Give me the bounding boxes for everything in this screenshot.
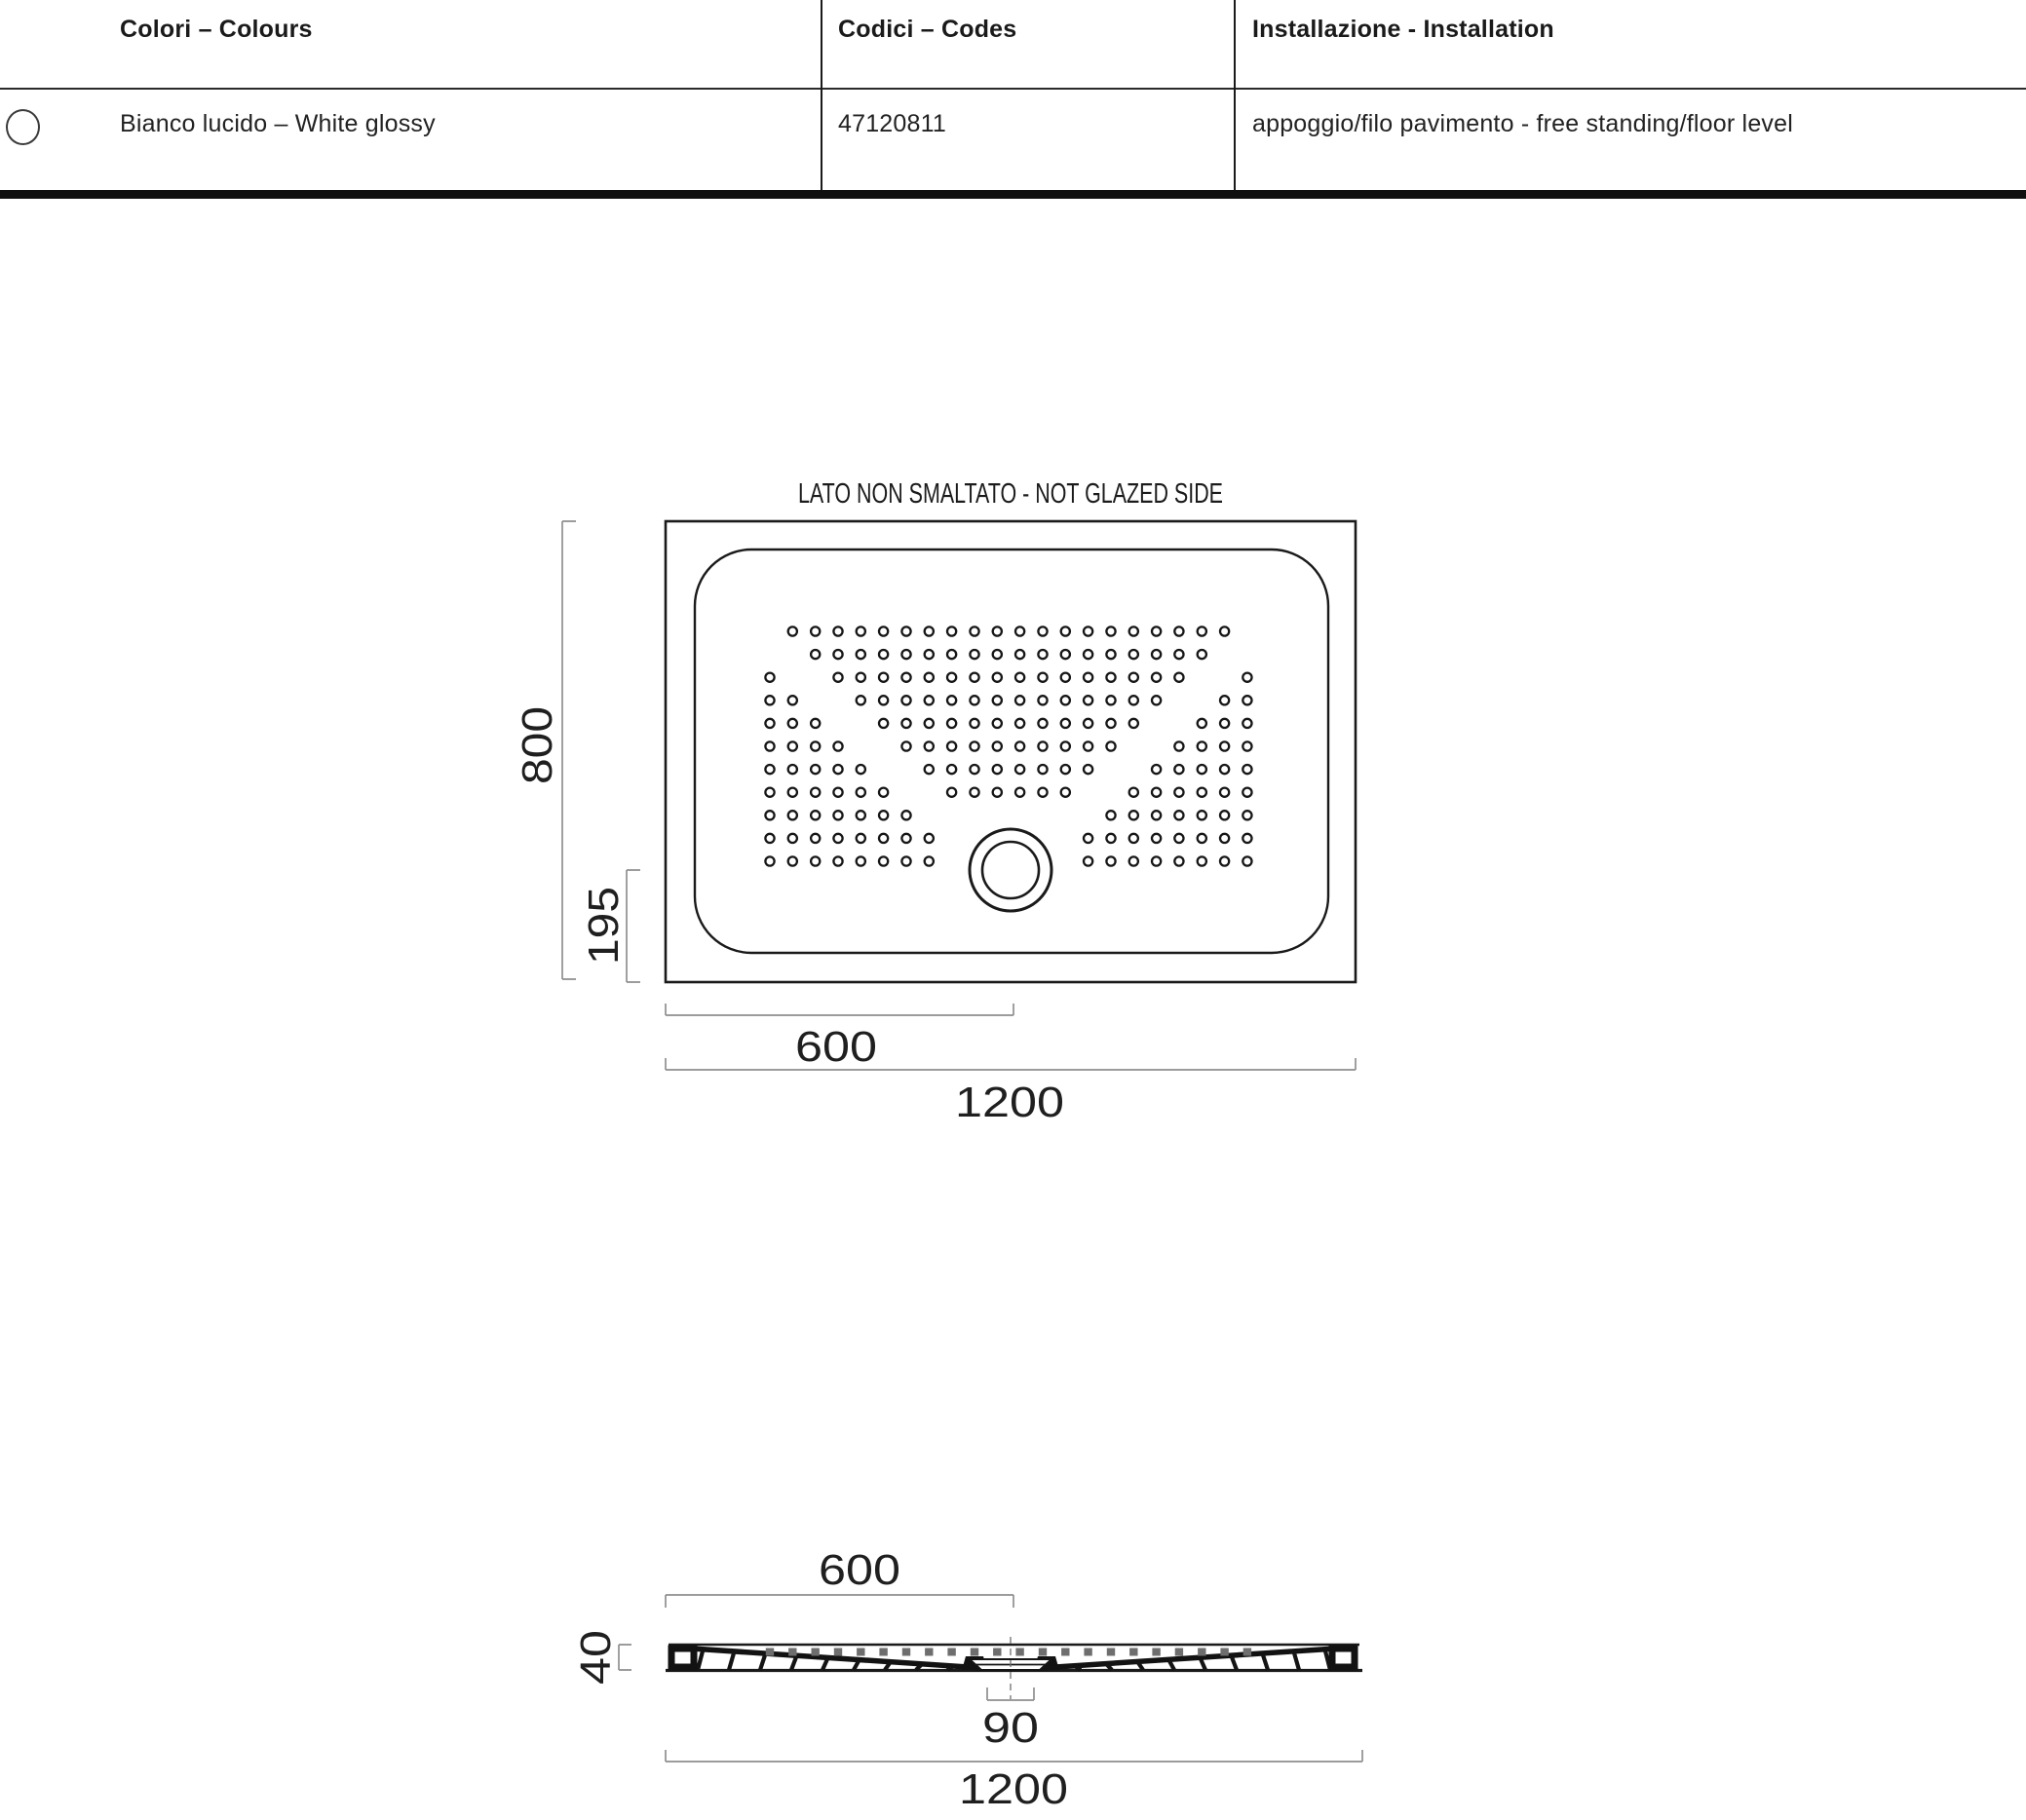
profile-end-cap-left xyxy=(671,1649,694,1667)
dim-line-195 xyxy=(627,870,640,982)
profile-slope-left xyxy=(677,1648,982,1668)
hidden-dot-squares xyxy=(766,1649,1251,1656)
dim-label-1200-top: 1200 xyxy=(955,1079,1064,1126)
section-profile xyxy=(666,1637,1362,1699)
column-header-codes: Codici – Codes xyxy=(838,16,1017,43)
cell-installation-type: appoggio/filo pavimento - free standing/floor level xyxy=(1252,110,1793,137)
dim-label-1200-side: 1200 xyxy=(959,1765,1068,1813)
column-header-installation: Installazione - Installation xyxy=(1252,16,1554,43)
dim-line-40 xyxy=(619,1645,631,1670)
dim-label-40: 40 xyxy=(572,1637,620,1685)
dim-line-600-side xyxy=(666,1595,1013,1608)
cell-colour-name: Bianco lucido – White glossy xyxy=(120,110,436,137)
column-header-colours: Colori – Colours xyxy=(120,16,313,43)
dim-label-800: 800 xyxy=(514,712,561,784)
dim-label-600-top: 600 xyxy=(795,1023,877,1071)
dim-line-800 xyxy=(562,521,576,979)
dim-label-90: 90 xyxy=(982,1704,1039,1752)
dim-line-600-top xyxy=(666,1004,1013,1015)
dim-line-1200-top xyxy=(666,1058,1356,1070)
dim-label-600-side: 600 xyxy=(819,1546,900,1594)
dim-label-195: 195 xyxy=(580,892,628,965)
cell-product-code: 47120811 xyxy=(838,110,946,137)
top-view-label: LATO NON SMALTATO - NOT GLAZED SIDE xyxy=(798,478,1223,510)
profile-end-cap-right xyxy=(1332,1649,1355,1667)
